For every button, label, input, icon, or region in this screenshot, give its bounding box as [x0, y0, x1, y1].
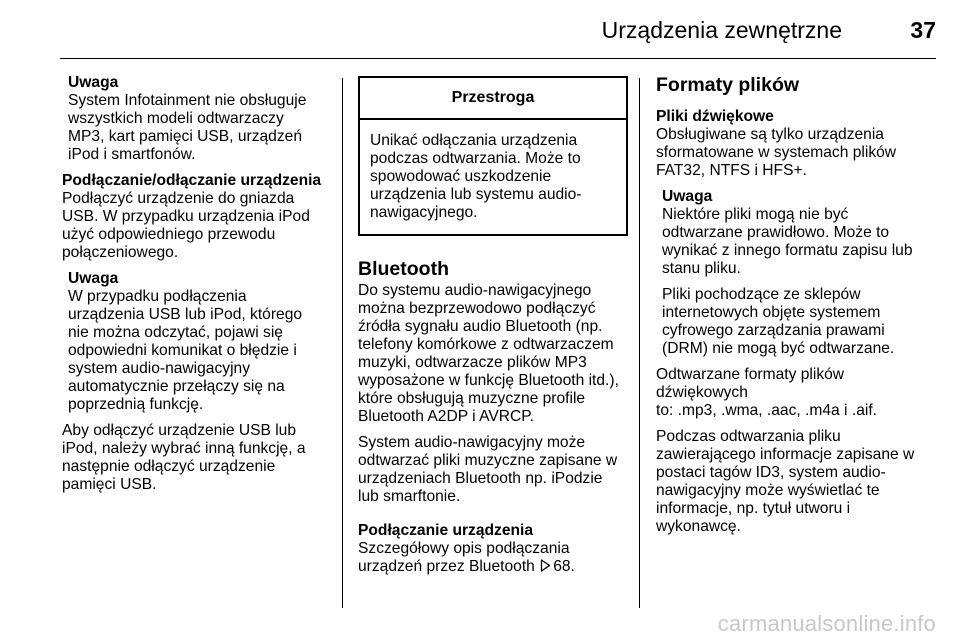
page-number: 37 [910, 17, 936, 43]
note-line: automatycznie przełączy się na [68, 378, 285, 395]
column-divider-left [342, 78, 343, 608]
text-line: Aby odłączyć urządzenie USB lub [62, 422, 297, 439]
page-reference-arrow-icon [540, 559, 551, 572]
caution-line: nawigacyjnego. [370, 204, 478, 221]
section-heading-file-formats: Formaty plików [656, 74, 800, 96]
text-line: pamięci USB. [62, 476, 157, 493]
text-line: sformatowane w systemach plików [656, 144, 897, 161]
text-line: Do systemu audio-nawigacyjnego [358, 282, 592, 299]
text-line: które obsługują muzyczne profile [358, 390, 586, 407]
caution-line: podczas odtwarzania. Może to [370, 150, 581, 167]
caution-box [358, 76, 628, 236]
note-playback-issues [656, 188, 952, 358]
text-line: to: .mp3, .wma, .aac, .m4a i .aif. [656, 402, 877, 419]
column-1 [62, 74, 330, 502]
note-line: nie można odczytać, pojawi się [68, 324, 283, 341]
text-line: FAT32, NTFS i HFS+. [656, 162, 807, 179]
text-line: informacje, np. tytuł utworu i [656, 500, 851, 517]
section-heading-connect-disconnect: Podłączanie/odłączanie urządzenia [62, 172, 322, 189]
note-line: cyfrowego zarządzania prawami [662, 322, 885, 339]
text-line: można bezprzewodowo podłączyć [358, 300, 596, 317]
page-reference-link[interactable]: 68. [553, 558, 575, 575]
note-line: Niektóre pliki mogą nie być [662, 206, 849, 223]
text-line: następnie odłączyć urządzenie [62, 458, 276, 475]
caution-line: urządzenia lub systemu audio- [370, 186, 582, 203]
note-line: iPod i smartfonów. [68, 146, 196, 163]
caution-line: Unikać odłączania urządzenia [370, 132, 578, 149]
text-line: wykonawcę. [656, 518, 741, 535]
paragraph-id3-tags [656, 428, 952, 536]
text-line: użyć odpowiedniego przewodu [62, 226, 276, 243]
text-line: wyposażone w funkcję Bluetooth itd.), [358, 372, 619, 389]
text-line: Podczas odtwarzania pliku [656, 428, 841, 445]
text-line: lub smarftonie. [358, 488, 461, 505]
paragraph-bluetooth-intro [358, 282, 628, 426]
note-line: wynikać z innego formatu zapisu lub [662, 242, 913, 259]
caution-title: Przestroga [360, 78, 626, 120]
text-line: źródła sygnału audio Bluetooth (np. [358, 318, 603, 335]
page-header-title: Urządzenia zewnętrzne [601, 17, 842, 43]
note-title: Uwaga [68, 74, 119, 91]
paragraph-disconnect [62, 422, 330, 494]
note-line: stanu pliku. [662, 260, 741, 277]
note-line: urządzenia USB lub iPod, którego [68, 306, 303, 323]
text-line: połączeniowego. [62, 244, 179, 261]
watermark: carmanualsonline.info [717, 611, 936, 636]
column-3 [656, 74, 952, 544]
text-line: Szczegółowy opis podłączania [358, 540, 570, 557]
note-line: System Infotainment nie obsługuje [68, 92, 307, 109]
text-line: System audio-nawigacyjny może [358, 434, 586, 451]
text-line: Bluetooth A2DP i AVRCP. [358, 408, 534, 425]
text-line: zawierającego informacje zapisane w [656, 446, 915, 463]
text-fragment: urządzeń przez Bluetooth [358, 558, 535, 575]
note-line: MP3, kart pamięci USB, urządzeń [68, 128, 302, 145]
caution-line: spowodować uszkodzenie [370, 168, 552, 185]
note-unsupported-devices [62, 74, 330, 164]
note-line: W przypadku podłączenia [68, 288, 247, 305]
text-line: telefony komórkowe z odtwarzaczem [358, 336, 614, 353]
text-line: urządzeniach Bluetooth np. iPodzie [358, 470, 603, 487]
paragraph-supported-filesystems [656, 126, 952, 180]
paragraph-bluetooth-playback [358, 434, 628, 506]
note-line: odtwarzane prawidłowo. Może to [662, 224, 890, 241]
note-line: odpowiedni komunikat o błędzie i [68, 342, 297, 359]
text-line: USB. W przypadku urządzenia iPod [62, 208, 310, 225]
text-line: Odtwarzane formaty plików [656, 366, 845, 383]
text-line: postaci tagów ID3, system audio- [656, 464, 886, 481]
caution-text [360, 120, 626, 234]
paragraph-bluetooth-connect [358, 540, 628, 576]
header-rule [60, 58, 936, 59]
text-line: muzyki, odtwarzacze plików MP3 [358, 354, 587, 371]
paragraph-supported-formats [656, 366, 952, 420]
note-line: Pliki pochodzące ze sklepów [662, 286, 861, 303]
column-2 [358, 74, 628, 584]
note-title: Uwaga [662, 188, 713, 205]
note-line: internetowych objęte systemem [662, 304, 881, 321]
text-line: nawigacyjny może wyświetlać te [656, 482, 880, 499]
text-line: Obsługiwane są tylko urządzenia [656, 126, 884, 143]
text-line [358, 558, 628, 576]
section-heading-connect-device: Podłączanie urządzenia [358, 522, 534, 539]
text-line: dźwiękowych [656, 384, 748, 401]
column-divider-right [639, 78, 640, 608]
subheading-audio-files: Pliki dźwiękowe [656, 108, 774, 125]
text-line: odtwarzać pliki muzyczne zapisane w [358, 452, 618, 469]
note-unreadable-device [62, 270, 330, 414]
note-line: wszystkich modeli odtwarzaczy [68, 110, 284, 127]
paragraph-connect [62, 190, 330, 262]
text-line: Podłączyć urządzenie do gniazda [62, 190, 295, 207]
section-heading-bluetooth: Bluetooth [358, 258, 449, 280]
note-line: poprzednią funkcję. [68, 396, 204, 413]
text-line: iPod, należy wybrać inną funkcję, a [62, 440, 306, 457]
note-title: Uwaga [68, 270, 119, 287]
note-line: system audio-nawigacyjny [68, 360, 251, 377]
note-line: (DRM) nie mogą być odtwarzane. [662, 340, 895, 357]
